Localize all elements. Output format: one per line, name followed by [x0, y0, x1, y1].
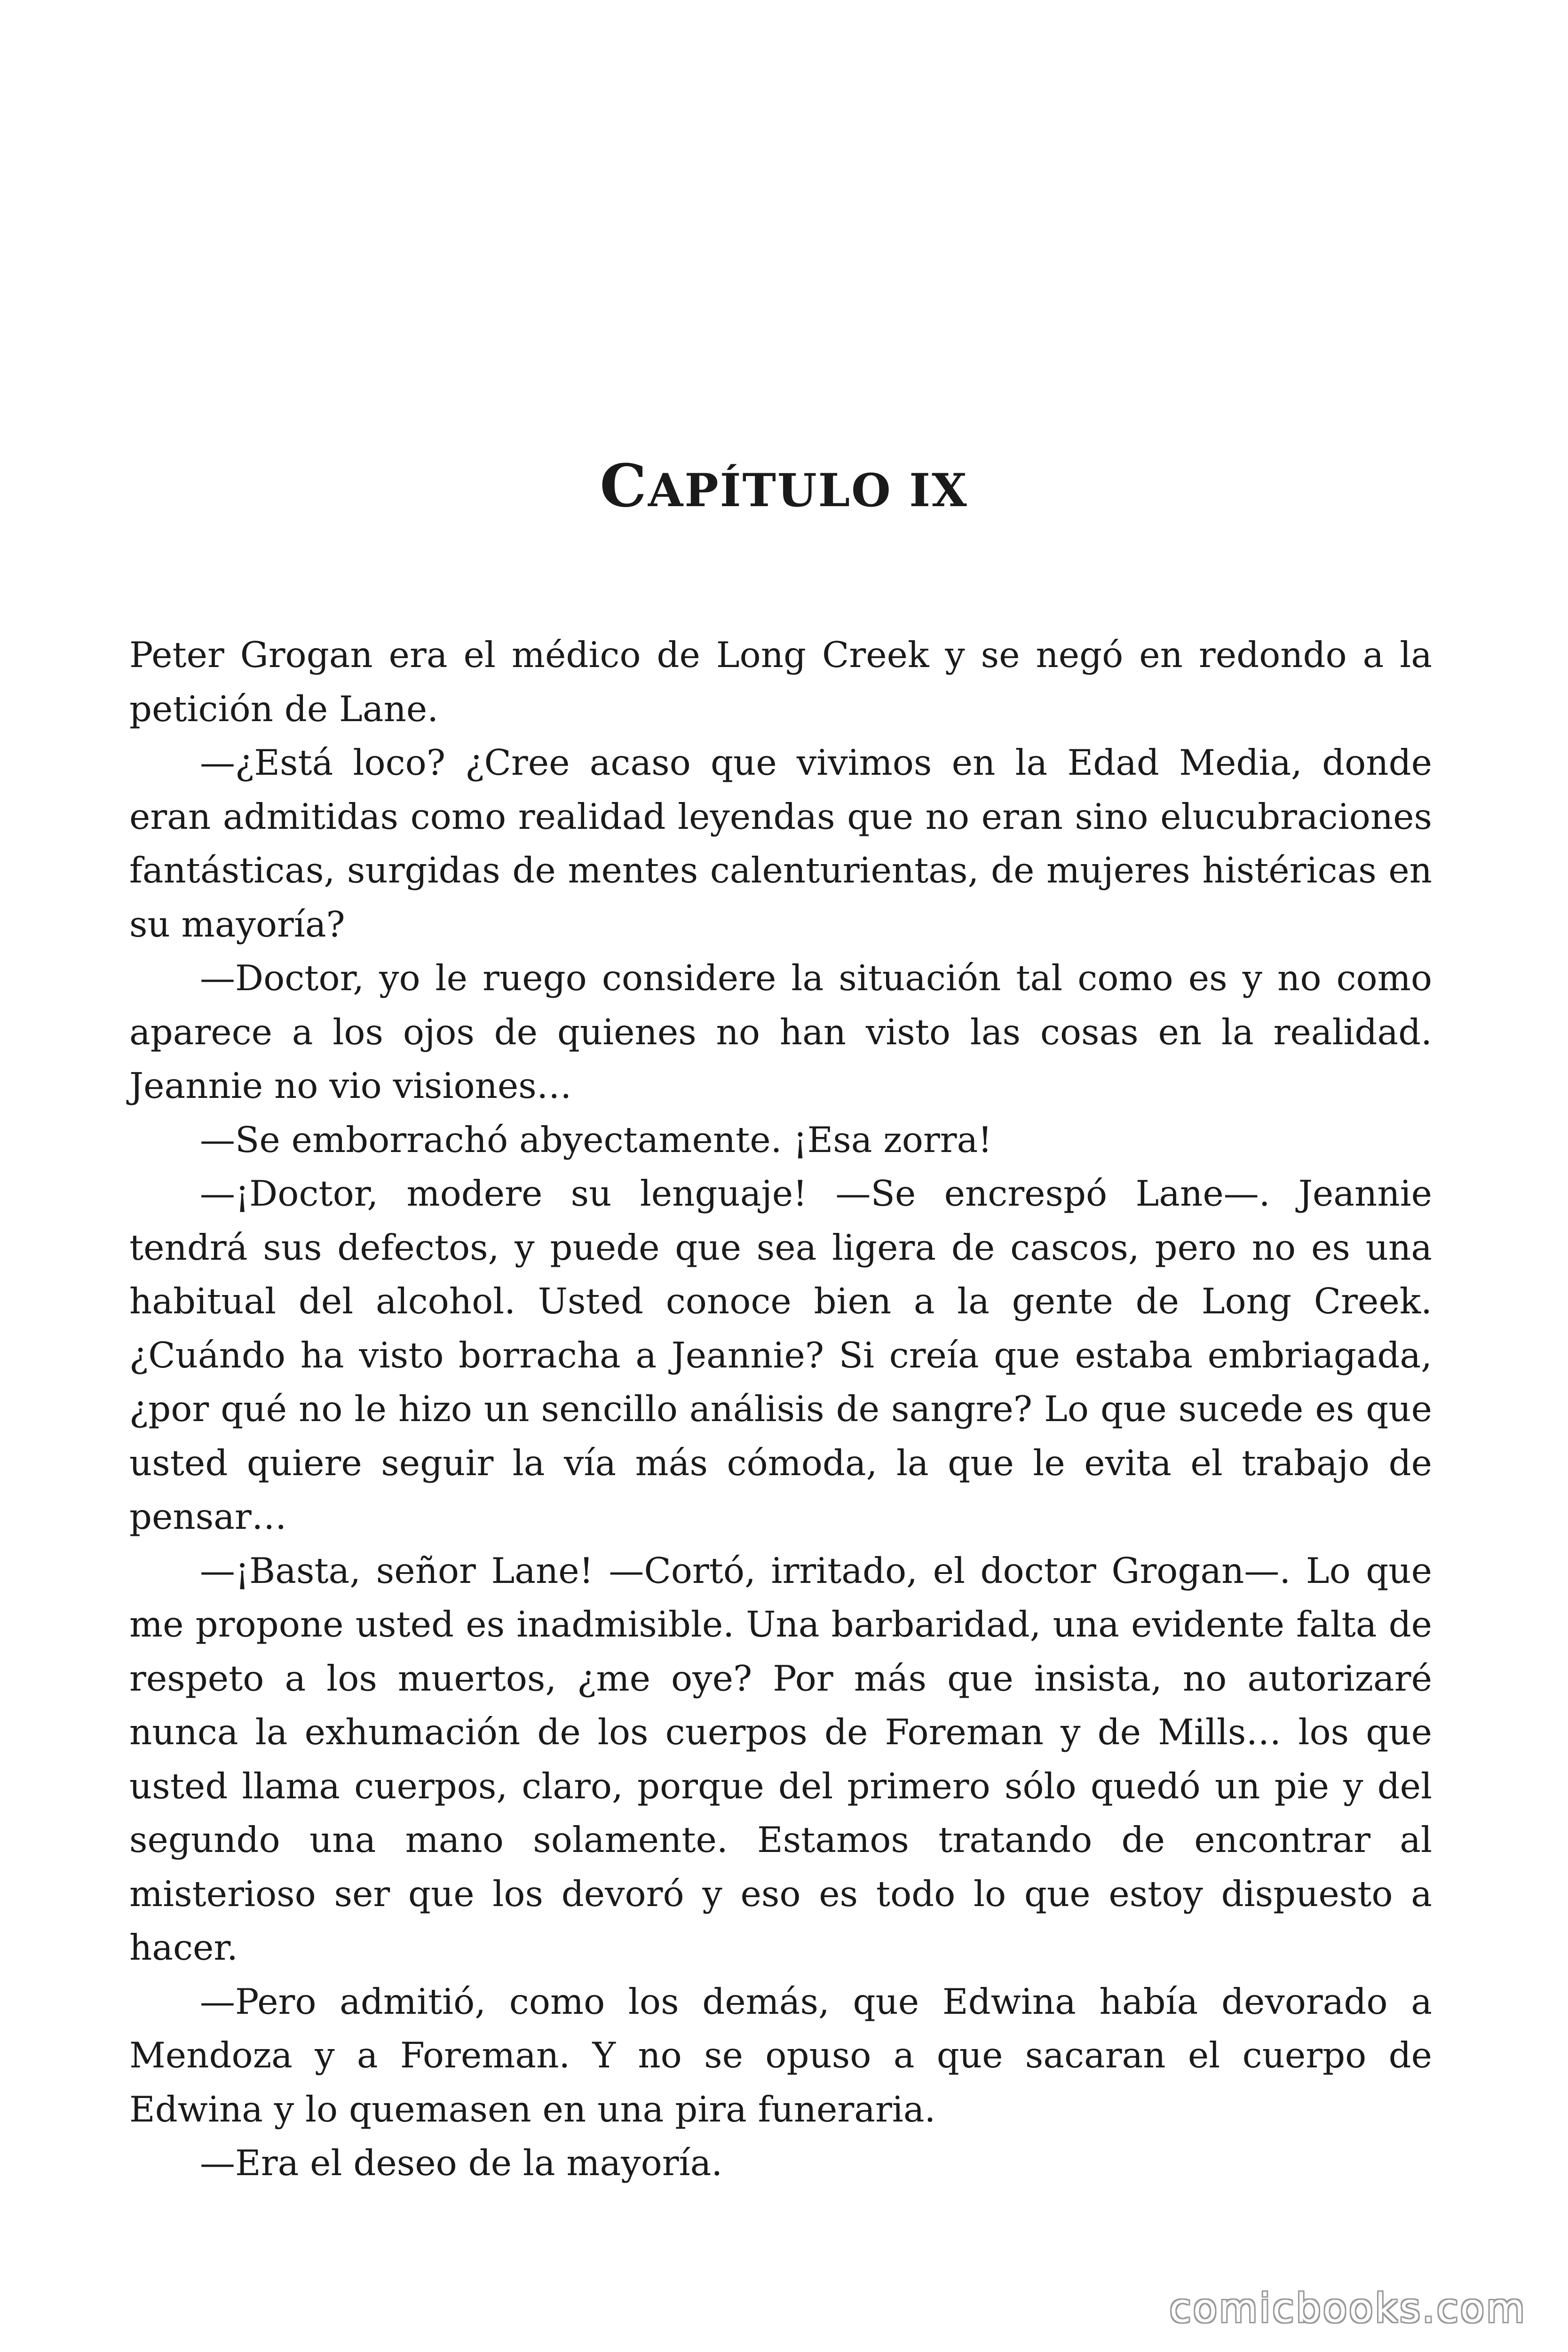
paragraph: Peter Grogan era el médico de Long Creek y se negó en redondo a la petición de Lane.: [129, 634, 1432, 730]
paragraph: —¡Doctor, modere su lenguaje! —Se encrespó Lane—. Jeannie tendrá sus defectos, y puede que sea ligera de cascos, pero no es una habitual del alcohol. Usted conoce bien a la gente de Long Creek. ¿Cuándo ha visto borracha a Jeannie? Si creía que estaba embriagada, ¿por qué no le hizo un sencillo análisis de sangre? Lo que sucede es que usted quiere seguir la vía más cómoda, la que le evita el trabajo de pensar…: [129, 1173, 1432, 1537]
watermark: comicbooks.com: [1169, 2285, 1527, 2331]
paragraph: —Doctor, yo le ruego considere la situación tal como es y no como aparece a los ojos de quienes no han visto las cosas en la realidad. Jeannie no vio visiones…: [129, 957, 1432, 1106]
chapter-title: [0, 452, 1568, 520]
chapter-title-rest: APÍTULO IX: [648, 464, 968, 517]
paragraph: —Era el deseo de la mayoría.: [200, 2142, 723, 2184]
chapter-body: [129, 628, 1432, 2190]
paragraph: —¡Basta, señor Lane! —Cortó, irritado, el doctor Grogan—. Lo que me propone usted es inadmisible. Una barbaridad, una evidente falta de respeto a los muertos, ¿me oye? Por más que insista, no autorizaré nunca la exhumación de los cuerpos de Foreman y de Mills… los que usted llama cuerpos, claro, porque del primero sólo quedó un pie y del segundo una mano solamente. Estamos tratando de encontrar al misterioso ser que los devoró y eso es todo lo que estoy dispuesto a hacer.: [129, 1549, 1432, 1968]
paragraph: —Pero admitió, como los demás, que Edwina había devorado a Mendoza y a Foreman. Y no se opuso a que sacaran el cuerpo de Edwina y lo quemasen en una pira funeraria.: [129, 1980, 1432, 2130]
paragraph: —¿Está loco? ¿Cree acaso que vivimos en la Edad Media, donde eran admitidas como realidad leyendas que no eran sino elucubraciones fantásticas, surgidas de mentes calenturientas, de mujeres histéricas en su mayoría?: [129, 742, 1432, 945]
chapter-title-initial: C: [600, 452, 648, 520]
paragraph: —Se emborrachó abyectamente. ¡Esa zorra!: [200, 1119, 992, 1160]
